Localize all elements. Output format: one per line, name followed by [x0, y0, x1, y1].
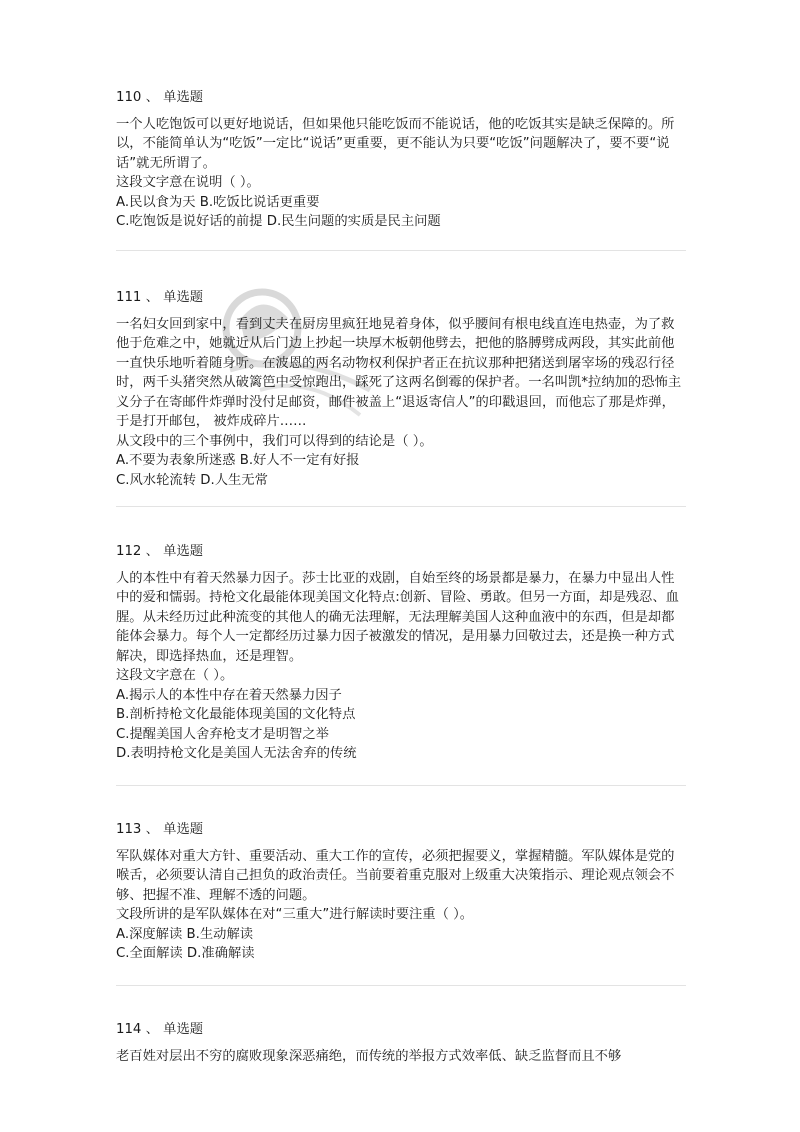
question-text: 军队媒体对重大方针、重要活动、重大工作的宣传，必须把握要义，掌握精髓。军队媒体是党的喉舌，必须要认清自己担负的政治责任。当前要着重克服对上级重大决策指示、理论观点领会不够、把握不准、理解不透的问题。: [116, 848, 675, 903]
option-line: A.民以食为天 B.吃饭比说话更重要: [116, 194, 320, 210]
question-113: [116, 820, 686, 964]
option-line: B.剖析持枪文化最能体现美国的文化特点: [116, 707, 356, 722]
question-111: [116, 288, 686, 490]
question-header: [116, 820, 686, 840]
question-text: 老百姓对层出不穷的腐败现象深恶痛绝，而传统的举报方式效率低、缺乏监督而且不够: [116, 1048, 622, 1064]
question-prompt: 从文段中的三个事例中，我们可以得到的结论是（ ）。: [116, 433, 433, 449]
question-112: [116, 542, 686, 764]
question-114: [116, 1020, 686, 1066]
question-prompt: 这段文字意在（ ）。: [116, 668, 234, 683]
question-divider: [116, 785, 686, 786]
question-divider: [116, 985, 686, 986]
question-number: 112: [116, 544, 142, 559]
question-prompt: 这段文字意在说明（ ）。: [116, 175, 260, 190]
option-line: C.提醒美国人舍弃枪支才是明智之举: [116, 726, 329, 742]
question-type: 单选题: [163, 90, 204, 105]
option-line: A.揭示人的本性中存在着天然暴力因子: [116, 687, 342, 703]
question-type: 单选题: [163, 290, 204, 305]
option-line: C.全面解读 D.准确解读: [116, 946, 255, 961]
question-number: 114: [116, 1022, 142, 1037]
question-text: 人的本性中有着天然暴力因子。莎士比亚的戏剧，自始至终的场景都是暴力，在暴力中显出人性中的爱和懦弱。持枪文化最能体现美国文化特点:创新、冒险、勇敢。但另一方面，却是残忍、血腥。从未经历过此种流变的其他人的确无法理解，无法理解美国人这种血液中的东西，但是却都能体会暴力。每个人一定都经历过暴力因子被激发的情况，是用暴力回敬过去，还是换一种方式解决，即选择热血，还是理智。: [116, 570, 679, 664]
question-type: 单选题: [163, 822, 204, 837]
option-line: C.风水轮流转 D.人生无常: [116, 472, 268, 488]
question-type: 单选题: [163, 544, 204, 559]
question-number: 113: [116, 822, 142, 837]
question-separator: 、: [145, 544, 159, 559]
question-text: 一名妇女回到家中，看到丈夫在厨房里疯狂地晃着身体，似乎腰间有根电线直连电热壶，为了救他于危难之中，她就近从后门边上抄起一块厚木板朝他劈去，把他的胳膊劈成两段，其实此前他一直快乐地听着随身听。在波恩的两名动物权利保护者正在抗议那种把猪送到屠宰场的残忍行径时，两千头猪突然从破篱笆中受惊跑出，踩死了这两名倒霉的保护者。一名叫凯*拉纳加的恐怖主义分子在寄邮件炸弹时没付足邮资，邮件被盖上“退返寄信人”的印戳退回，而他忘了那是炸弹，于是打开邮包， 被炸成碎片……: [116, 316, 682, 429]
question-number: 110: [116, 90, 142, 105]
question-number: 111: [116, 290, 142, 305]
question-divider: [116, 250, 686, 251]
question-separator: 、: [145, 290, 159, 305]
question-110: [116, 88, 686, 232]
question-header: [116, 88, 686, 108]
question-prompt: 文段所讲的是军队媒体在对“三重大”进行解读时要注重（ ）。: [116, 907, 474, 922]
question-divider: [116, 506, 686, 507]
question-type: 单选题: [163, 1022, 204, 1037]
question-header: [116, 288, 686, 308]
option-line: D.表明持枪文化是美国人无法舍弃的传统: [116, 746, 357, 761]
question-header: [116, 542, 686, 562]
question-separator: 、: [145, 822, 159, 837]
option-line: A.不要为表象所迷惑 B.好人不一定有好报: [116, 453, 360, 468]
option-line: C.吃饱饭是说好话的前提 D.民生问题的实质是民主问题: [116, 214, 441, 229]
question-text: 一个人吃饱饭可以更好地说话，但如果他只能吃饭而不能说话，他的吃饭其实是缺乏保障的。所以，不能简单认为“吃饭”一定比“说话”更重要，更不能认为只要“吃饭”问题解决了，要不要“说话”就无所谓了。: [116, 116, 675, 171]
question-separator: 、: [145, 90, 159, 105]
question-separator: 、: [145, 1022, 159, 1037]
option-line: A.深度解读 B.生动解读: [116, 926, 254, 942]
question-header: [116, 1020, 686, 1040]
